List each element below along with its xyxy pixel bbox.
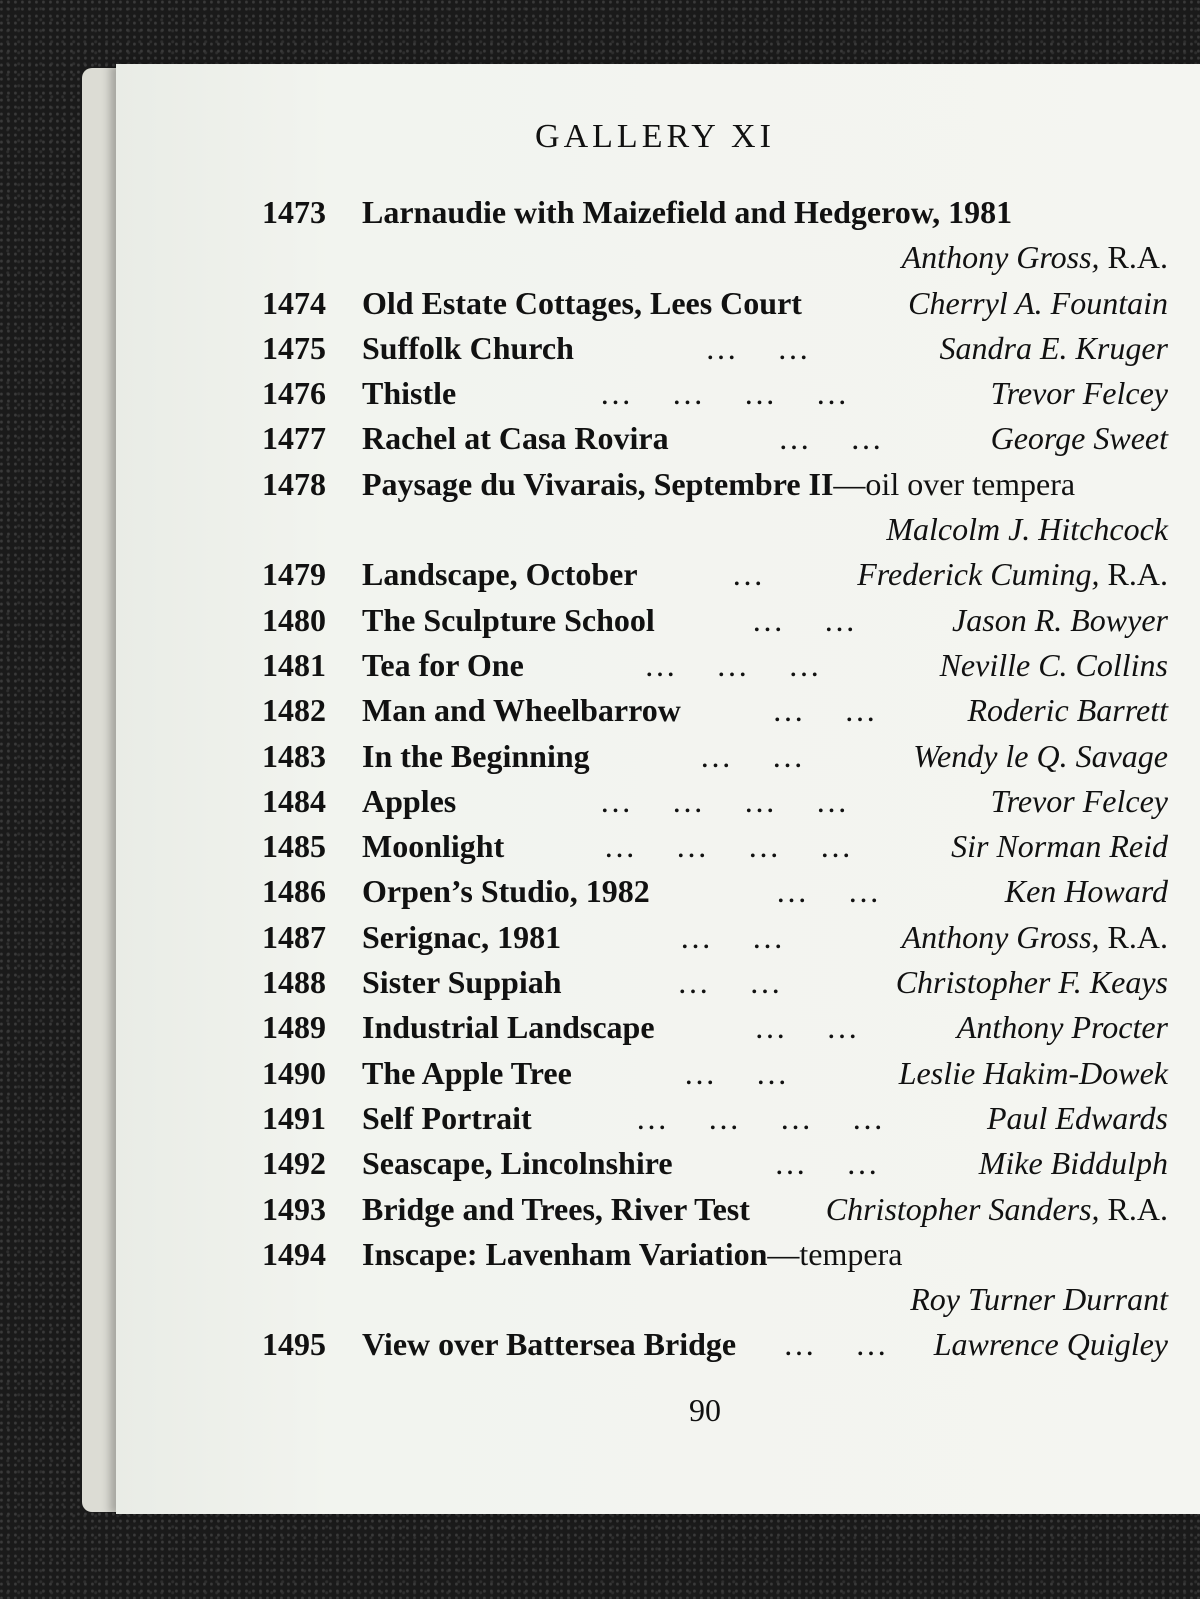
entry-title: Serignac, 1981 — [362, 918, 562, 955]
catalogue-entry — [256, 552, 1168, 597]
entry-artist: Christopher F. Keays — [895, 964, 1168, 1001]
entry-artist: Ken Howard — [1004, 873, 1168, 910]
leader-dots: … … — [677, 964, 781, 1001]
entry-number: 1481 — [262, 646, 326, 683]
entry-artist: Trevor Felcey — [990, 375, 1168, 412]
entry-title: Orpen’s Studio, 1982 — [362, 873, 650, 910]
entry-number: 1482 — [262, 692, 326, 729]
catalogue-entries — [256, 190, 1168, 1368]
entry-title: Man and Wheelbarrow — [362, 692, 681, 729]
entry-title: Industrial Landscape — [362, 1009, 655, 1046]
leader-dots: … … — [772, 692, 876, 729]
leader-dots: … … … — [644, 646, 820, 683]
artist-honour: R.A. — [1099, 556, 1168, 593]
entry-title: Apples — [362, 782, 457, 819]
catalogue-entry — [256, 1322, 1168, 1367]
leader-dots: … … — [783, 1326, 887, 1363]
entry-number: 1480 — [262, 601, 326, 638]
entry-medium: —oil over tempera — [833, 465, 1076, 502]
entry-artist: Frederick Cuming, R.A. — [857, 556, 1168, 593]
entry-number: 1492 — [262, 1145, 326, 1182]
entry-number: 1486 — [262, 873, 326, 910]
entry-title: Larnaudie with Maizefield and Hedgerow, 1981 — [362, 194, 1013, 230]
leader-dots: … … … … — [599, 782, 848, 819]
entry-title: The Apple Tree — [362, 1054, 572, 1091]
entry-artist: Roderic Barrett — [967, 692, 1168, 729]
entry-title: Suffolk Church — [362, 329, 574, 366]
catalogue-entry — [256, 1096, 1168, 1141]
leader-dots: … — [731, 556, 764, 593]
leader-dots: … … … … — [635, 1099, 884, 1136]
entry-artist: Sandra E. Kruger — [939, 329, 1168, 366]
entry-medium: —tempera — [767, 1235, 903, 1272]
catalogue-entry — [256, 915, 1168, 960]
entry-title: Thistle — [362, 375, 457, 412]
artist-honour: R.A. — [1099, 1190, 1168, 1227]
entry-artist: Wendy le Q. Savage — [913, 737, 1168, 774]
entry-number: 1493 — [262, 1190, 326, 1227]
entry-artist: Lawrence Quigley — [933, 1326, 1168, 1363]
entry-artist: Malcolm J. Hitchcock — [886, 511, 1168, 548]
leader-dots: … … — [699, 737, 804, 774]
entry-artist: Jason R. Bowyer — [952, 601, 1168, 638]
entry-number: 1487 — [262, 918, 326, 955]
entry-number: 1491 — [262, 1099, 326, 1136]
entry-number: 1484 — [262, 782, 326, 819]
leader-dots: … … — [683, 1054, 788, 1091]
catalogue-entry — [256, 416, 1168, 461]
entry-title: Paysage du Vivarais, Septembre II—oil over tempera — [362, 465, 1076, 502]
entry-artist: Mike Biddulph — [978, 1145, 1168, 1182]
entry-artist: Anthony Procter — [956, 1009, 1168, 1046]
entry-artist: Anthony Gross, R.A. — [901, 239, 1168, 276]
entry-artist: Leslie Hakim-Dowek — [898, 1054, 1168, 1091]
entry-title: In the Beginning — [362, 737, 590, 774]
catalogue-entry — [256, 960, 1168, 1005]
leader-dots: … … … … — [603, 828, 852, 865]
leader-dots: … … — [705, 329, 809, 366]
entry-number: 1495 — [262, 1326, 326, 1363]
entry-artist: Sir Norman Reid — [951, 828, 1168, 865]
entry-title: Landscape, October — [362, 556, 638, 593]
catalogue-entry — [256, 643, 1168, 688]
entry-title: Bridge and Trees, River Test — [362, 1190, 750, 1227]
entry-artist: Neville C. Collins — [939, 646, 1168, 683]
entry-number: 1477 — [262, 420, 326, 457]
entry-artist: George Sweet — [990, 420, 1168, 457]
entry-number: 1490 — [262, 1054, 326, 1091]
catalogue-entry — [256, 507, 1168, 552]
entry-title: The Sculpture School — [362, 601, 655, 638]
entry-number: 1494 — [262, 1235, 326, 1272]
entry-artist: Anthony Gross, R.A. — [901, 918, 1168, 955]
catalogue-entry — [256, 371, 1168, 416]
leader-dots: … … — [775, 873, 880, 910]
entry-title: Old Estate Cottages, Lees Court — [362, 284, 802, 321]
entry-title: Moonlight — [362, 828, 505, 865]
catalogue-entry — [256, 1141, 1168, 1186]
page-number: 90 — [689, 1392, 721, 1428]
catalogue-entry — [256, 1005, 1168, 1050]
entry-title: Sister Suppiah — [362, 964, 562, 1001]
catalogue-entry — [256, 462, 1168, 507]
catalogue-entry — [256, 598, 1168, 643]
leader-dots: … … — [754, 1009, 858, 1046]
entry-title: Inscape: Lavenham Variation—tempera — [362, 1235, 903, 1272]
entry-artist: Christopher Sanders, R.A. — [825, 1190, 1168, 1227]
entry-number: 1483 — [262, 737, 326, 774]
entry-number: 1479 — [262, 556, 326, 593]
catalogue-entry — [256, 1051, 1168, 1096]
entry-number: 1473 — [262, 194, 326, 230]
entry-number: 1478 — [262, 465, 326, 502]
leader-dots: … … — [751, 601, 856, 638]
entry-artist: Roy Turner Durrant — [910, 1281, 1168, 1318]
catalogue-entry — [256, 688, 1168, 733]
catalogue-entry — [256, 1187, 1168, 1232]
entry-number: 1475 — [262, 329, 326, 366]
catalogue-entry — [256, 869, 1168, 914]
entry-artist: Trevor Felcey — [990, 782, 1168, 819]
catalogue-entry — [256, 779, 1168, 824]
entry-number: 1476 — [262, 375, 326, 412]
entry-number: 1485 — [262, 828, 326, 865]
catalogue-entry — [256, 824, 1168, 869]
leader-dots: … … — [774, 1145, 878, 1182]
entry-title: Self Portrait — [362, 1099, 532, 1136]
artist-honour: R.A. — [1099, 918, 1168, 955]
entry-number: 1488 — [262, 964, 326, 1001]
gallery-heading: GALLERY XI — [535, 118, 775, 155]
leader-dots: … … — [679, 918, 784, 955]
catalogue-entry — [256, 1277, 1168, 1322]
catalogue-entry — [256, 281, 1168, 326]
catalogue-entry — [256, 326, 1168, 371]
entry-title: Rachel at Casa Rovira — [362, 420, 669, 457]
leader-dots: … … … … — [599, 375, 848, 412]
entry-title: Tea for One — [362, 646, 524, 683]
artist-honour: R.A. — [1099, 239, 1168, 276]
catalogue-entry — [256, 734, 1168, 779]
entry-title: Seascape, Lincolnshire — [362, 1145, 673, 1182]
leader-dots: … … — [778, 420, 882, 457]
entry-title: View over Battersea Bridge — [362, 1326, 737, 1363]
entry-artist: Paul Edwards — [986, 1099, 1168, 1136]
entry-artist: Cherryl A. Fountain — [908, 284, 1168, 321]
entry-number: 1489 — [262, 1009, 326, 1046]
entry-number: 1474 — [262, 284, 326, 321]
catalogue-entry — [256, 1232, 1168, 1277]
catalogue-entry — [256, 190, 1168, 235]
catalogue-entry — [256, 235, 1168, 280]
